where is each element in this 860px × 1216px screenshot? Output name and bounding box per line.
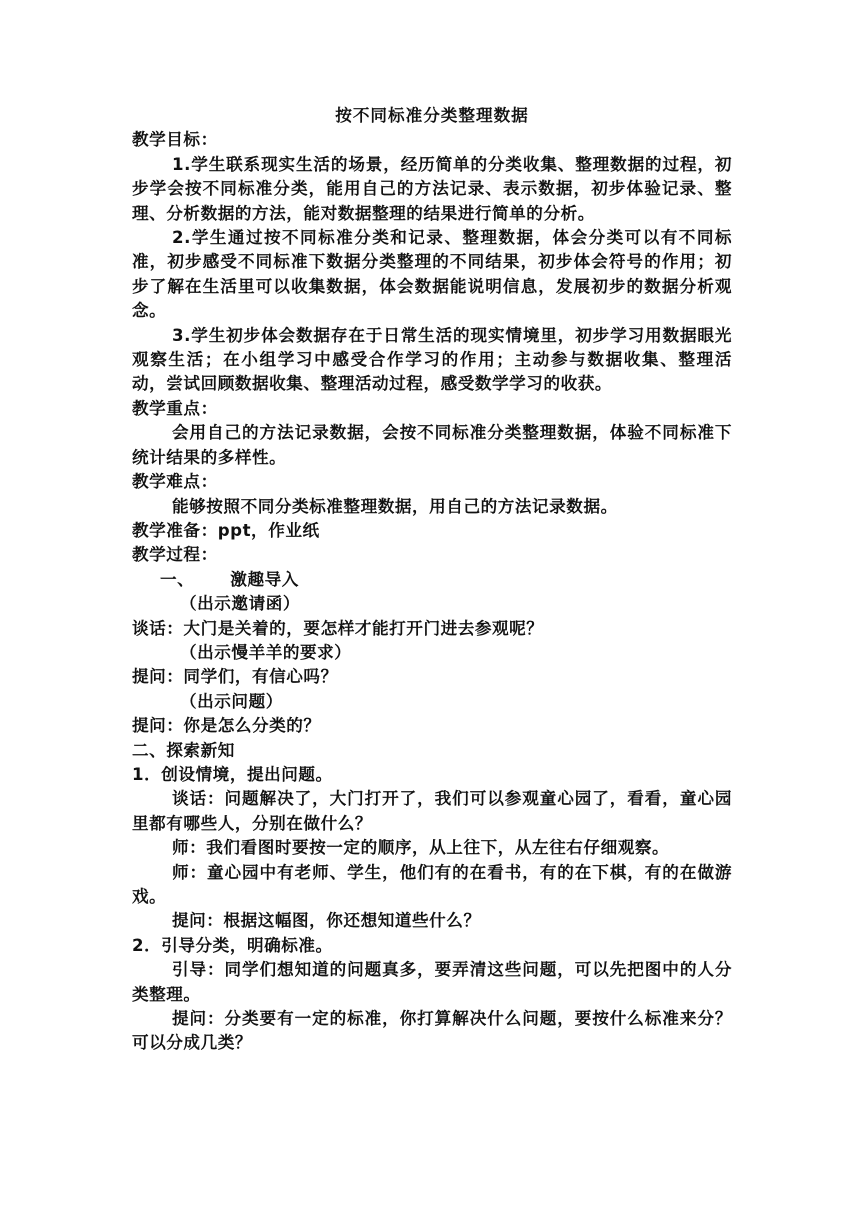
- preparation-line: 教学准备：ppt，作业纸: [132, 520, 320, 540]
- goal-item-2: 2.学生通过按不同标准分类和记录、整理数据，体会分类可以有不同标准，初步感受不同标准下数据分类整理的不同结果，初步体会符号的作用；初步了解在生活里可以收集数据，体会数据能说明信息，发展初步的数据分析观念。: [132, 228, 732, 321]
- dialogue-line-3: 提问：你是怎么分类的？: [132, 716, 321, 736]
- key-points-heading: 教学重点：: [132, 398, 218, 418]
- difficulties-heading: 教学难点：: [132, 472, 218, 492]
- goal-item-3: 3.学生初步体会数据存在于日常生活的现实情境里，初步学习用数据眼光观察生活；在小组学习中感受合作学习的作用；主动参与数据收集、整理活动，尝试回顾数据收集、整理活动过程，感受数学学习的收获。: [132, 325, 732, 394]
- section-1-title: 激趣导入: [230, 569, 299, 589]
- key-points-text: 会用自己的方法记录数据，会按不同标准分类整理数据，体验不同标准下统计结果的多样性。: [132, 423, 732, 467]
- section-2-heading: 二、探索新知: [132, 740, 235, 760]
- stage-direction-3: （出示问题）: [180, 691, 283, 711]
- step-2-para-1: 引导：同学们想知道的问题真多，要弄清这些问题，可以先把图中的人分类整理。: [132, 960, 732, 1004]
- dialogue-line-1: 谈话：大门是关着的，要怎样才能打开门进去参观呢？: [132, 618, 544, 638]
- difficulties-text: 能够按照不同分类标准整理数据，用自己的方法记录数据。: [172, 496, 618, 516]
- process-heading: 教学过程：: [132, 545, 218, 565]
- step-2-heading: 2．引导分类，明确标准。: [132, 935, 333, 955]
- section-1-number: 一、: [160, 569, 195, 589]
- step-1-heading: 1．创设情境，提出问题。: [132, 764, 333, 784]
- step-1-para-1: 谈话：问题解决了，大门打开了，我们可以参观童心园了，看看，童心园里都有哪些人，分别在做什么？: [132, 789, 732, 833]
- goals-heading: 教学目标：: [132, 130, 218, 150]
- step-2-para-2: 提问：分类要有一定的标准，你打算解决什么问题，要按什么标准来分？可以分成几类？: [132, 1009, 732, 1053]
- stage-direction-2: （出示慢羊羊的要求）: [180, 642, 352, 662]
- stage-direction-1: （出示邀请函）: [180, 594, 301, 614]
- document-page: [132, 104, 732, 1056]
- section-1-heading: [132, 568, 732, 592]
- step-1-para-2: 师：我们看图时要按一定的顺序，从上往下，从左往右仔细观察。: [172, 838, 670, 858]
- step-1-para-3: 师：童心园中有老师、学生，他们有的在看书，有的在下棋，有的在做游戏。: [132, 862, 732, 906]
- dialogue-line-2: 提问：同学们，有信心吗？: [132, 667, 338, 687]
- step-1-para-4: 提问：根据这幅图，你还想知道些什么？: [172, 911, 481, 931]
- document-title: 按不同标准分类整理数据: [335, 106, 529, 125]
- goal-item-1: 1.学生联系现实生活的场景，经历简单的分类收集、整理数据的过程，初步学会按不同标准分类，能用自己的方法记录、表示数据，初步体验记录、整理、分析数据的方法，能对数据整理的结果进行简单的分析。: [132, 154, 732, 223]
